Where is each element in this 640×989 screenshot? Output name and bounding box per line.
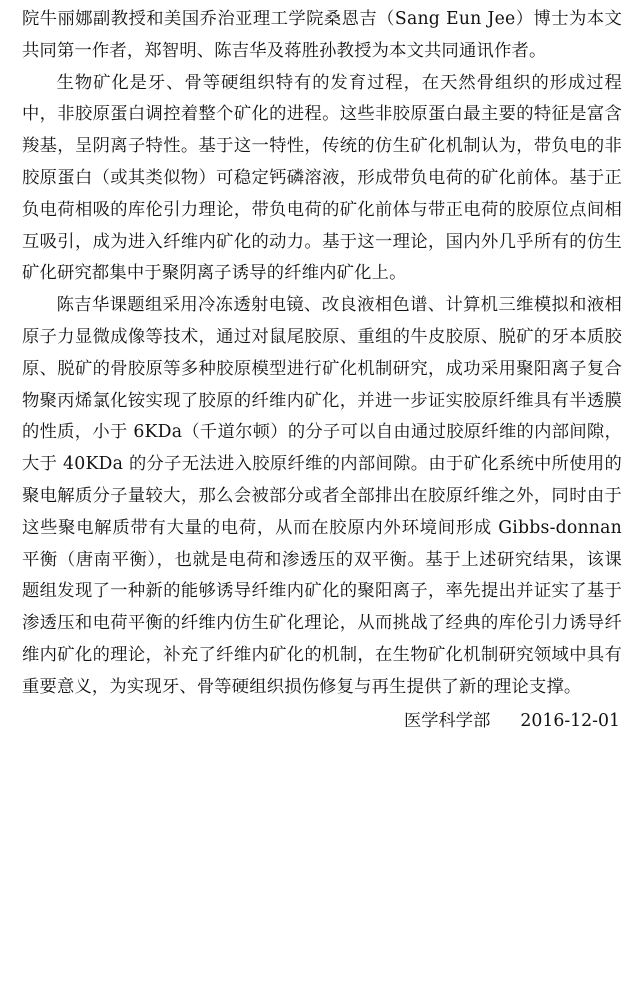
paragraph-authors: 院牛丽娜副教授和美国乔治亚理工学院桑恩吉（Sang Eun Jee）博士为本文共同第一作者，郑智明、陈吉华及蒋胜孙教授为本文共同通讯作者。 [22, 9, 622, 61]
signature-line [22, 706, 622, 738]
signature-date: 2016-12-01 [520, 710, 620, 731]
paragraph-background: 生物矿化是牙、骨等硬组织特有的发育过程，在天然骨组织的形成过程中，非胶原蛋白调控着整个矿化的进程。这些非胶原蛋白最主要的特征是富含羧基，呈阴离子特性。基于这一特性，传统的仿生矿化机制认为，带负电的非胶原蛋白（或其类似物）可稳定钙磷溶液，形成带负电荷的矿化前体。基于正负电荷相吸的库伦引力理论，带负电荷的矿化前体与带正电荷的胶原位点间相互吸引，成为进入纤维内矿化的动力。基于这一理论，国内外几乎所有的仿生矿化研究都集中于聚阴离子诱导的纤维内矿化上。 [22, 72, 622, 284]
article-page [22, 4, 622, 737]
paragraph-findings: 陈吉华课题组采用冷冻透射电镜、改良液相色谱、计算机三维模拟和液相原子力显微成像等技术，通过对鼠尾胶原、重组的牛皮胶原、脱矿的牙本质胶原、脱矿的骨胶原等多种胶原模型进行矿化机制研究，成功采用聚阳离子复合物聚丙烯氯化铵实现了胶原的纤维内矿化，并进一步证实胶原纤维具有半透膜的性质，小于 6KDa（千道尔顿）的分子可以自由通过胶原纤维的内部间隙，大于 40KDa 的分子无法进入胶原纤维的内部间隙。由于矿化系统中所使用的聚电解质分子量较大，那么会被部分或者全部排出在胶原纤维之外，同时由于这些聚电解质带有大量的电荷，从而在胶原内外环境间形成 Gibbs-donnan 平衡（唐南平衡），也就是电荷和渗透压的双平衡。基于上述研究结果，该课题组发现了一种新的能够诱导纤维内矿化的聚阳离子，率先提出并证实了基于渗透压和电荷平衡的纤维内仿生矿化理论，从而挑战了经典的库伦引力诱导纤维内矿化的理论，补充了纤维内矿化的机制，在生物矿化机制研究领域中具有重要意义，为实现牙、骨等硬组织损伤修复与再生提供了新的理论支撑。 [22, 295, 622, 697]
signature-department: 医学科学部 [403, 710, 491, 731]
